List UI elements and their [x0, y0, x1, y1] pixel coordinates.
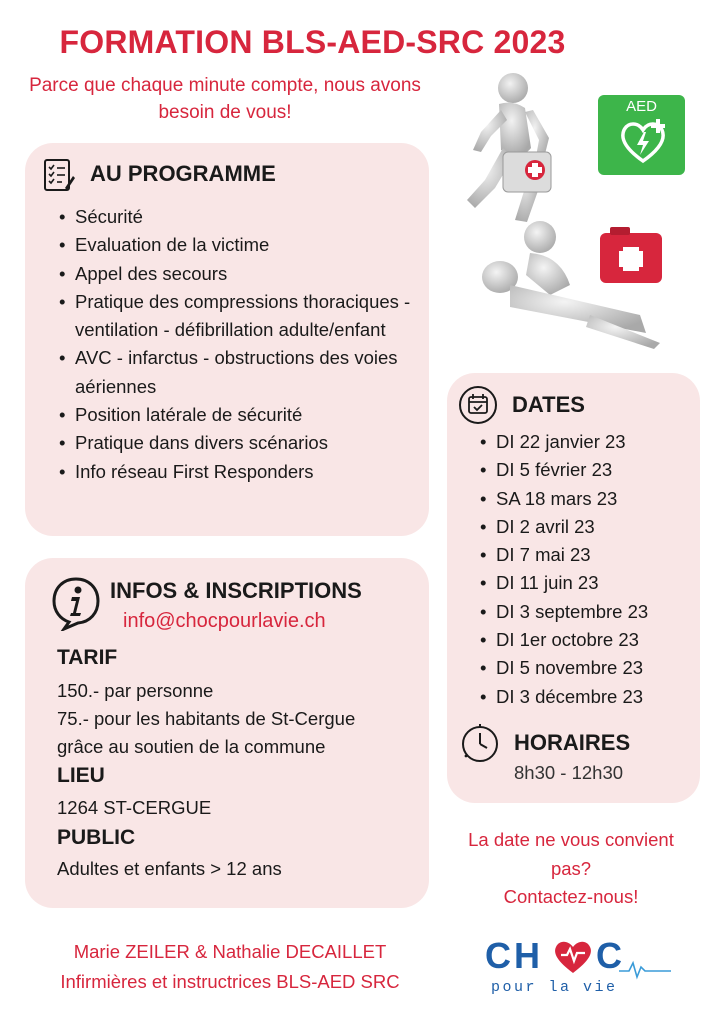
page-title: FORMATION BLS-AED-SRC 2023: [59, 24, 566, 60]
list-item: • DI 22 janvier 23: [478, 428, 703, 456]
runner-with-firstaid-illustration: [455, 70, 575, 230]
tarif-line-2: 75.- pour les habitants de St-Cergue: [57, 708, 356, 729]
calendar-icon: [458, 385, 498, 425]
footer-names: Marie ZEILER & Nathalie DECAILLET: [73, 941, 387, 962]
contact-note-line-1: La date ne vous convient: [468, 829, 674, 850]
infos-heading: INFOS & INSCRIPTIONS: [110, 578, 362, 603]
dates-list: [478, 428, 703, 711]
logo-text-c: C: [596, 935, 622, 976]
list-item: • SA 18 mars 23: [478, 485, 703, 513]
tarif-line-1: 150.- par personne: [57, 680, 214, 701]
list-item: • Appel des secours: [57, 260, 427, 288]
contact-note-line-3: Contactez-nous!: [503, 886, 639, 907]
contact-email[interactable]: info@chocpourlavie.ch: [123, 610, 326, 632]
clock-icon: [460, 722, 500, 764]
list-item: • DI 5 février 23: [478, 456, 703, 484]
list-item: • DI 7 mai 23: [478, 541, 703, 569]
aed-label: AED: [626, 98, 657, 115]
public-heading: PUBLIC: [57, 826, 136, 849]
subtitle: Parce que chaque minute compte, nous avons besoin de vous!: [29, 75, 421, 123]
heart-pulse-icon: [553, 939, 593, 975]
list-item: • Position latérale de sécurité: [57, 401, 427, 429]
contact-note-line-2: pas?: [550, 857, 592, 879]
list-item: • Evaluation de la victime: [57, 231, 427, 259]
logo-text-ch: CH: [485, 935, 543, 976]
list-item: • AVC - infarctus - obstructions des voies aériennes: [57, 344, 427, 401]
list-item: • DI 1er octobre 23: [478, 626, 703, 654]
list-item: • DI 3 décembre 23: [478, 683, 703, 711]
list-item: • DI 2 avril 23: [478, 513, 703, 541]
list-item: • Pratique dans divers scénarios: [57, 429, 427, 457]
cpr-scene-illustration: [470, 215, 670, 350]
tarif-line-3: grâce au soutien de la commune: [57, 736, 326, 757]
list-item: • Pratique des compressions thoraciques - ventilation - défibrillation adulte/enfant: [57, 288, 427, 345]
programme-list: [57, 203, 427, 486]
footer-roles: Infirmières et instructrices BLS-AED SRC: [60, 971, 400, 992]
lieu-value: 1264 ST-CERGUE: [57, 797, 212, 818]
aed-badge: [598, 95, 685, 175]
checklist-icon: [43, 158, 75, 192]
horaires-heading: HORAIRES: [514, 730, 631, 755]
list-item: • DI 5 novembre 23: [478, 654, 703, 682]
horaires-value: 8h30 - 12h30: [514, 762, 624, 783]
list-item: • Info réseau First Responders: [57, 458, 427, 486]
list-item: • DI 11 juin 23: [478, 569, 703, 597]
logo-tagline: pour la vie: [491, 979, 618, 996]
lieu-heading: LIEU: [57, 764, 105, 787]
dates-heading: DATES: [512, 392, 585, 417]
choc-logo: [485, 935, 675, 1005]
list-item: • Sécurité: [57, 203, 427, 231]
info-icon: [50, 575, 102, 631]
public-value: Adultes et enfants > 12 ans: [57, 858, 282, 879]
heart-defibrillator-icon: [618, 117, 668, 167]
list-item: • DI 3 septembre 23: [478, 598, 703, 626]
contact-note: [445, 826, 697, 912]
tarif-heading: TARIF: [57, 646, 118, 669]
programme-heading: AU PROGRAMME: [90, 161, 276, 186]
ecg-line-icon: [619, 957, 671, 981]
